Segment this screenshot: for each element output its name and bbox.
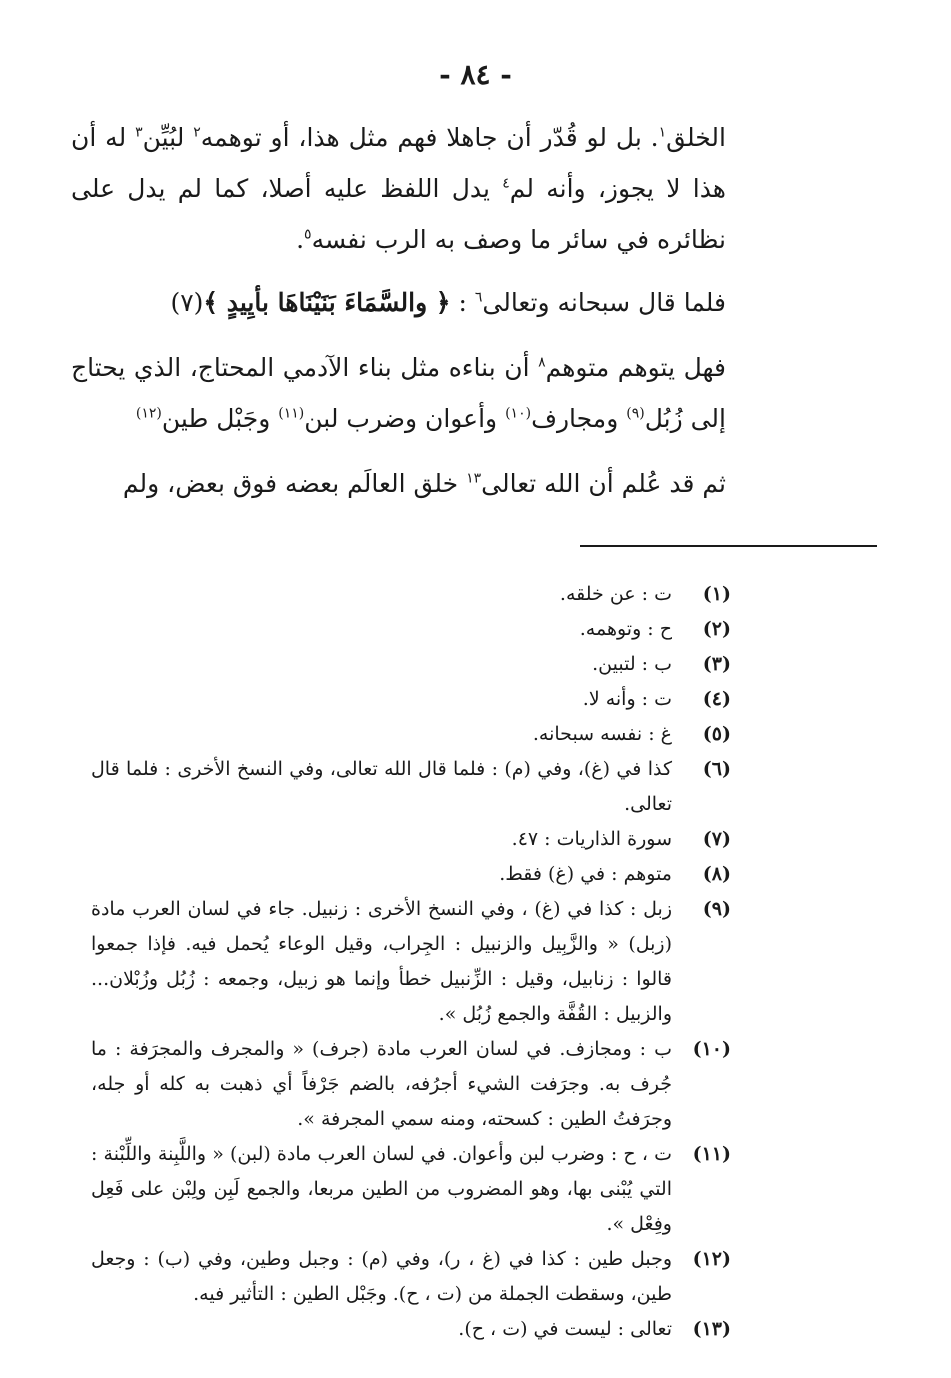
footnote-item xyxy=(91,717,731,752)
footnote-number: (٩) xyxy=(702,898,731,920)
paragraph-2 xyxy=(71,277,726,328)
footnote-item xyxy=(91,682,731,717)
text-run: ثم قد عُلم أن الله تعالى xyxy=(481,469,726,498)
footnote-ref: ٥ xyxy=(304,226,312,243)
footnote-number: (٣) xyxy=(702,653,731,675)
footnote-ref: ٨ xyxy=(538,354,546,371)
footnote-ref: (٧) xyxy=(170,288,204,317)
footnote-item xyxy=(91,1137,731,1242)
footnote-number: (٢) xyxy=(702,618,731,640)
text-run: له أن هذا لا يجوز، وأنه لم xyxy=(71,123,726,203)
footnote-ref: (١٢) xyxy=(135,405,162,422)
footnote-number: (١٣) xyxy=(692,1318,731,1340)
footnote-ref: (٩) xyxy=(626,405,645,422)
footnote-ref: ٣ xyxy=(135,124,143,141)
footnotes-list xyxy=(91,577,731,1347)
text-run: . xyxy=(296,225,305,254)
page-number: - ٨٤ - xyxy=(439,58,512,91)
footnote-text: ت : وأنه لا. xyxy=(582,688,672,710)
footnote-item xyxy=(91,822,731,857)
text-run: . بل لو قُدّر أن جاهلا فهم مثل هذا، أو توهمه xyxy=(200,123,659,152)
footnote-number: (٧) xyxy=(702,828,731,850)
footnote-text: ح : وتوهمه. xyxy=(579,618,672,640)
footnote-item xyxy=(91,752,731,822)
text-run: يدل اللفظ عليه أصلا، كما لم يدل على نظائره في سائر ما وصف به الرب نفسه xyxy=(71,174,726,254)
footnote-number: (٨) xyxy=(702,863,731,885)
footnote-ref: ١ xyxy=(658,124,667,141)
footnote-text: غ : نفسه سبحانه. xyxy=(532,723,672,745)
paragraph-1 xyxy=(71,112,726,265)
text-run: خلق العالَم بعضه فوق بعض، ولم xyxy=(122,469,467,498)
footnote-item xyxy=(91,612,731,647)
footnote-text: ب : ومجازف. في لسان العرب مادة (جرف) « والمجرف والمجرَفة : ما جُرف به. وجرَفت الشيء أجرُفه، بالضم جَرْفاً أي ذهبت به كله أو جله، وجرَفتُ الطين : كسحته، ومنه سمي المجرفة ». xyxy=(91,1038,672,1130)
footnote-number: (٤) xyxy=(702,688,731,710)
footnote-ref: ٢ xyxy=(193,124,201,141)
text-run: الخلق xyxy=(666,123,726,152)
footnote-number: (٦) xyxy=(702,758,731,780)
footnote-text: زبل : كذا في (غ) ، وفي النسخ الأخرى : زنبيل. جاء في لسان العرب مادة (زبل) « والزَّبِيل والزنبيل : الجِراب، وقيل الوعاء يُحمل فيه. فإذا جمعوا قالوا : زنابيل، وقيل : الزِّنبيل خطأ وإنما هو زبيل، وجمعه : زُبُل وزُبْلان... والزبيل : القُفَّة والجمع زُبُل ». xyxy=(91,898,672,1025)
main-text xyxy=(71,112,726,523)
footnote-text: كذا في (غ)، وفي (م) : فلما قال الله تعالى، وفي النسخ الأخرى : فلما قال تعالى. xyxy=(91,758,672,815)
footnote-item xyxy=(91,647,731,682)
footnote-number: (١٠) xyxy=(692,1038,731,1060)
text-run: فهل يتوهم متوهم xyxy=(545,353,726,382)
footnote-text: ت ، ح : وضرب لبن وأعوان. في لسان العرب مادة (لبن) « واللَّبِنة واللِّبْنة : التي يُبْنى بها، وهو المضروب من الطين مربعا، والجمع لَبِن ولِبْن على فَعِل وفِعْل ». xyxy=(91,1143,672,1235)
footnote-number: (٥) xyxy=(702,723,731,745)
footnote-ref: ٦ xyxy=(474,289,483,306)
footnote-number: (١٢) xyxy=(692,1248,731,1270)
footnote-text: وجبل طين : كذا في (غ ، ر)، وفي (م) : وجبل وطين، وفي (ب) : وجعل طين، وسقطت الجملة من (ت ، ح). وجَبْل الطين : التأثير فيه. xyxy=(91,1248,672,1305)
footnote-number: (١) xyxy=(702,583,731,605)
footnote-text: ت : عن خلقه. xyxy=(559,583,672,605)
footnote-text: متوهم : في (غ) فقط. xyxy=(499,863,672,885)
text-run: : xyxy=(450,288,475,317)
footnote-divider xyxy=(580,545,877,547)
text-run: فلما قال سبحانه وتعالى xyxy=(482,288,726,317)
quran-verse: ﴿ والسَّمَاءَ بَنَيْنَاهَا بأيِيدٍ ﴾ xyxy=(203,288,451,317)
text-run: ومجارف xyxy=(531,404,627,433)
footnote-text: ب : لتبين. xyxy=(592,653,672,675)
footnote-number: (١١) xyxy=(692,1143,731,1165)
text-run: وجَبْل طين xyxy=(161,404,279,433)
footnote-ref: (١١) xyxy=(278,405,305,422)
paragraph-3 xyxy=(71,342,726,444)
footnote-item xyxy=(91,577,731,612)
footnote-item xyxy=(91,1032,731,1137)
footnote-ref: ١٣ xyxy=(466,470,482,487)
footnote-item xyxy=(91,857,731,892)
footnote-ref: ٤ xyxy=(502,175,510,192)
paragraph-4 xyxy=(71,458,726,509)
text-run: وأعوان وضرب لبن xyxy=(304,404,506,433)
footnote-item xyxy=(91,1312,731,1347)
text-run: لبُيِّن xyxy=(142,123,194,152)
text-run: أن بناءه مثل بناء الآدمي المحتاج، الذي يحتاج إلى زُبُل xyxy=(71,353,726,433)
footnote-item xyxy=(91,1242,731,1312)
footnote-item xyxy=(91,892,731,1032)
footnote-text: تعالى : ليست في (ت ، ح). xyxy=(458,1318,672,1340)
footnote-text: سورة الذاريات : ٤٧. xyxy=(511,828,672,850)
footnote-ref: (١٠) xyxy=(505,405,532,422)
